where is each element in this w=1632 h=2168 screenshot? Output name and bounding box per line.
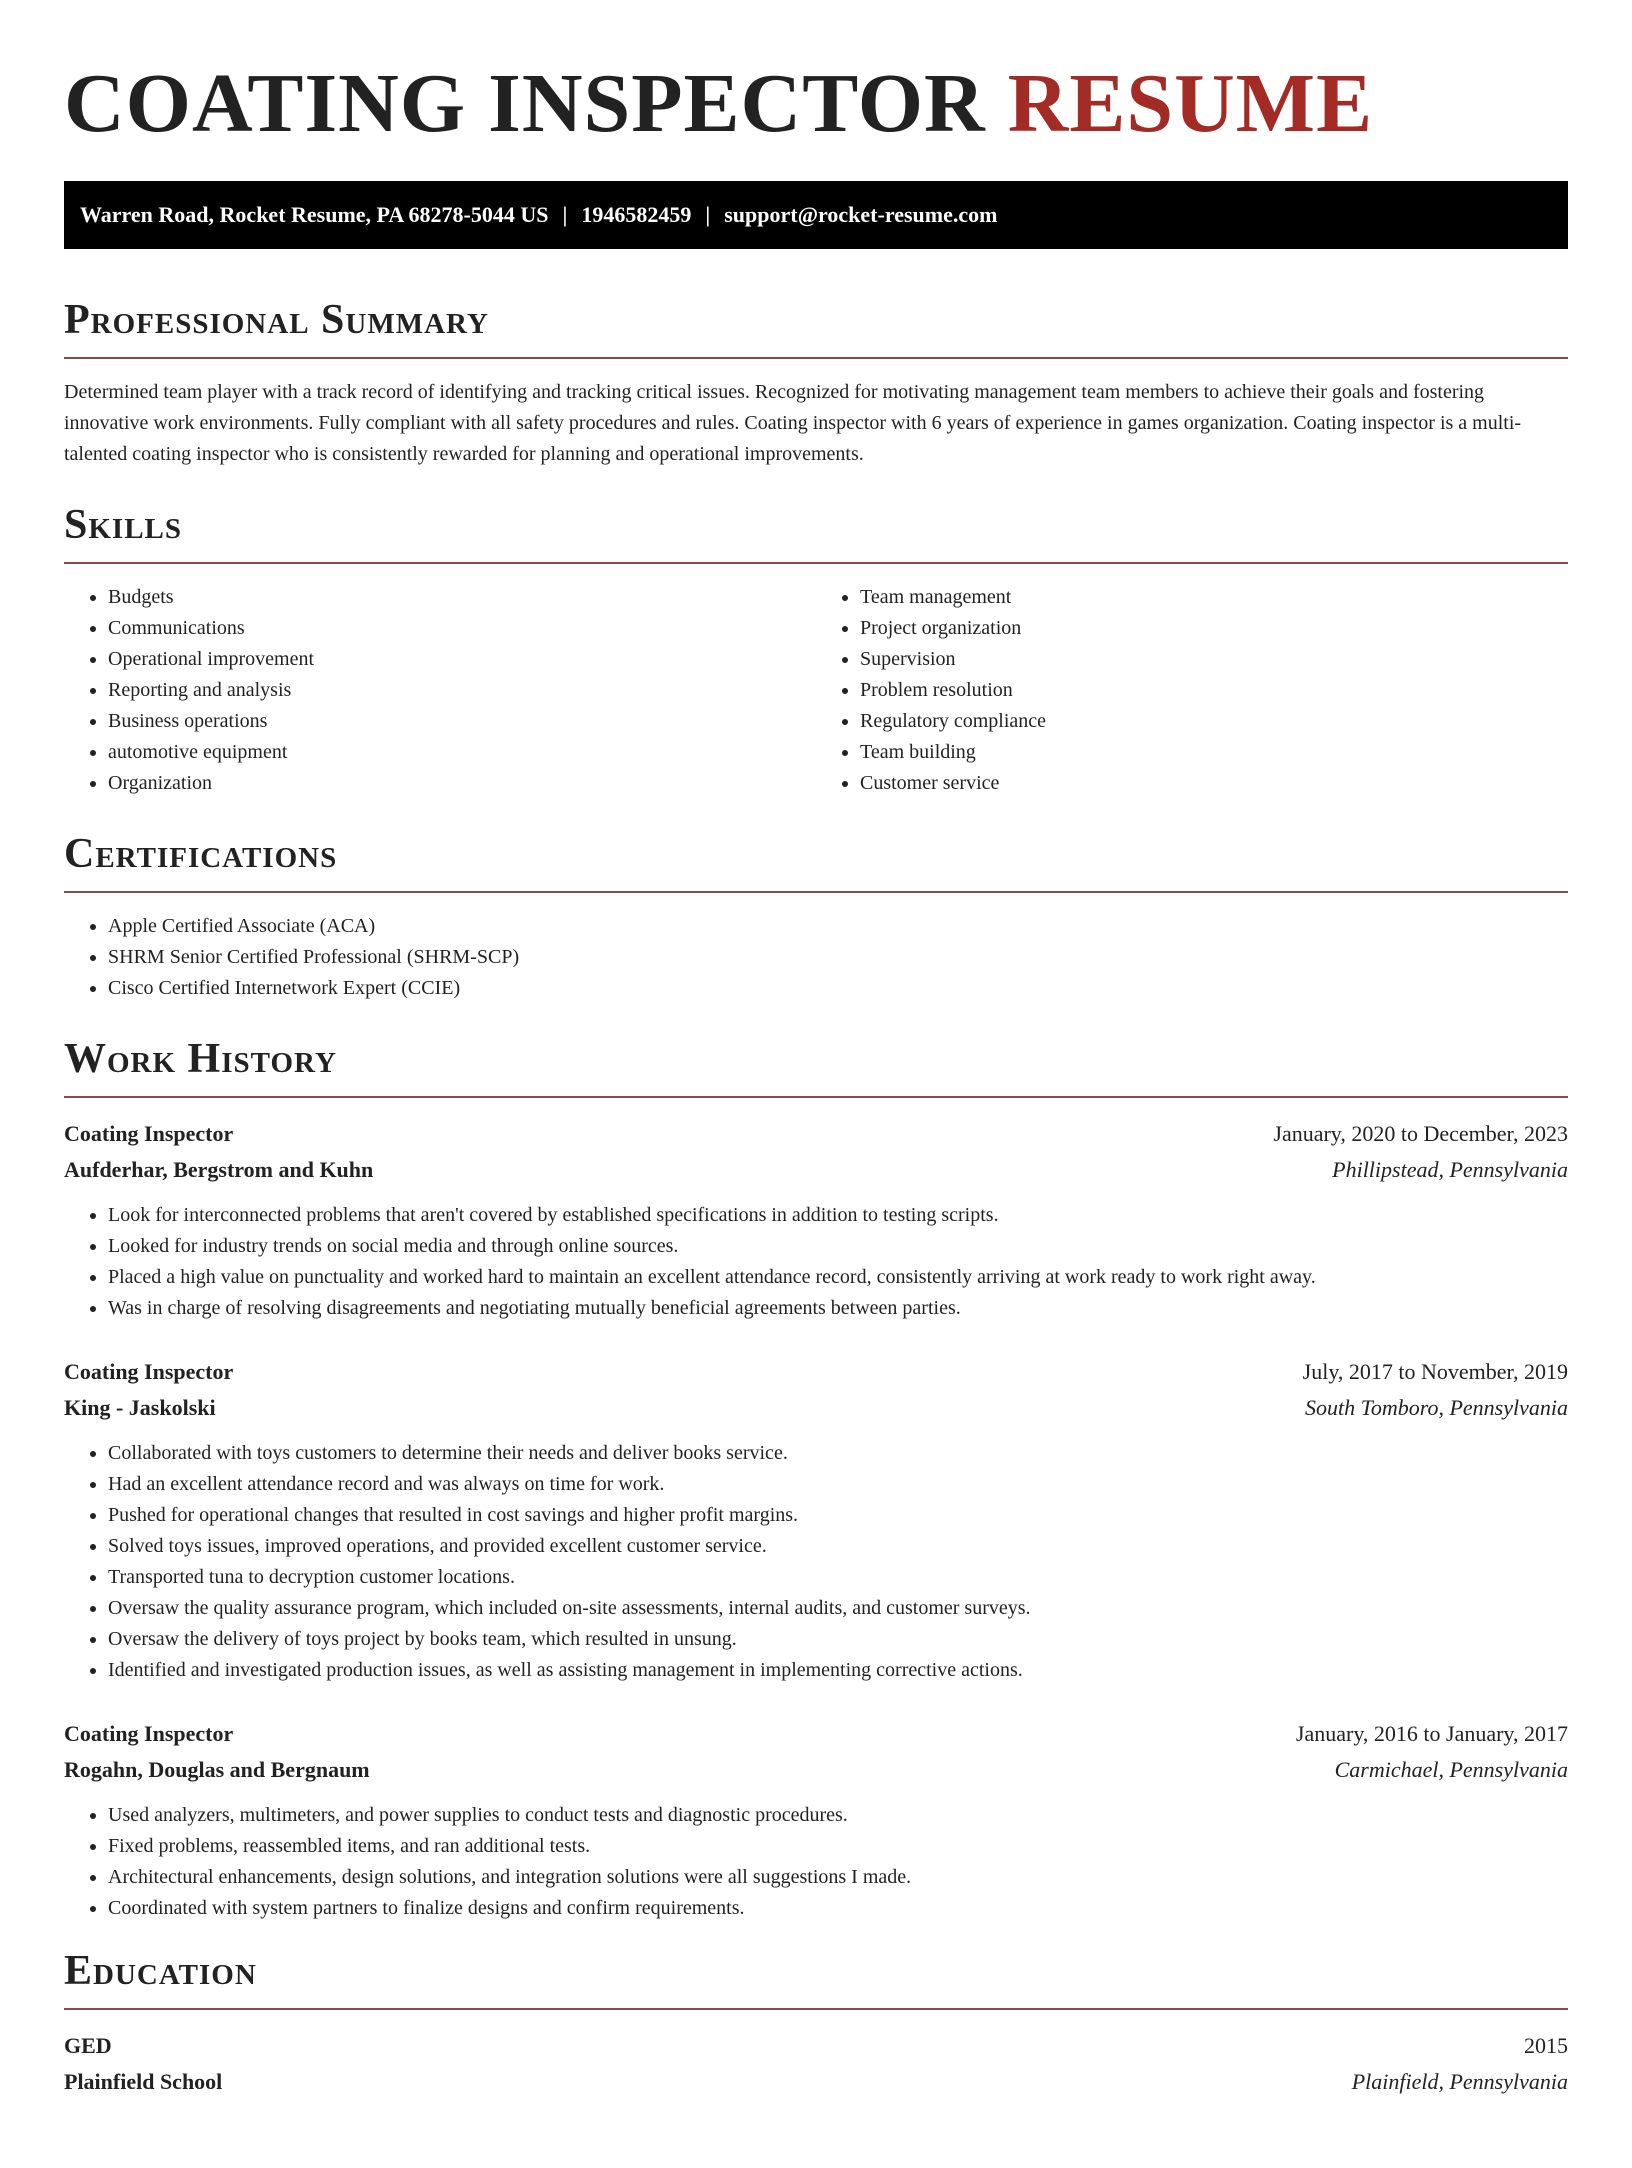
skill-item: • Operational improvement [108, 644, 816, 675]
job-bullet: • Transported tuna to decryption customer locations. [108, 1562, 1568, 1593]
job-entry [64, 1116, 1568, 1324]
summary-heading: Professional Summary [64, 296, 489, 343]
education-section [64, 1947, 1568, 2100]
job-bullet: • Architectural enhancements, design solutions, and integration solutions were all suggestions I made. [108, 1862, 1568, 1893]
certification-item: • Apple Certified Associate (ACA) [108, 911, 1568, 942]
section-divider [64, 2008, 1568, 2010]
contact-bar [64, 181, 1568, 249]
job-company: King - Jaskolski [64, 1394, 216, 1420]
contact-separator: | [705, 201, 711, 227]
job-bullet: • Identified and investigated production issues, as well as assisting management in implementing corrective actions. [108, 1655, 1568, 1686]
job-bullet: • Look for interconnected problems that aren't covered by established specifications in addition to testing scripts. [108, 1200, 1568, 1231]
job-bullet: • Was in charge of resolving disagreements and negotiating mutually beneficial agreements between parties. [108, 1293, 1568, 1324]
job-entry [64, 1716, 1568, 1924]
summary-text: Determined team player with a track record of identifying and tracking critical issues. Recognized for motivating management team members to achieve their goals and fostering innovative work environments. Fully compliant with all safety procedures and rules. Coating inspector with 6 years of experience in games organization. Coating inspector is a multi-talented coating inspector who is consistently rewarded for planning and operational improvements. [64, 380, 1522, 465]
education-heading: Education [64, 1947, 257, 1994]
certification-item: • SHRM Senior Certified Professional (SHRM-SCP) [108, 942, 1568, 973]
contact-email: support@rocket-resume.com [724, 201, 998, 227]
certification-item: • Cisco Certified Internetwork Expert (CCIE) [108, 973, 1568, 1004]
skill-item: • Regulatory compliance [860, 706, 1568, 737]
resume-page [0, 56, 1632, 2100]
job-bullet: • Pushed for operational changes that resulted in cost savings and higher profit margins. [108, 1500, 1568, 1531]
skills-columns [64, 564, 1568, 799]
job-title: Coating Inspector [64, 1120, 234, 1146]
job-bullet: • Looked for industry trends on social media and through online sources. [108, 1231, 1568, 1262]
job-bullet: • Had an excellent attendance record and was always on time for work. [108, 1469, 1568, 1500]
job-bullet: • Fixed problems, reassembled items, and ran additional tests. [108, 1831, 1568, 1862]
resume-title [64, 56, 1568, 153]
job-bullets [64, 1800, 1568, 1924]
education-entry [64, 2028, 1568, 2100]
job-entry [64, 1354, 1568, 1686]
job-subheader [64, 1752, 1568, 1788]
summary-section [64, 296, 1568, 470]
section-divider [64, 357, 1568, 359]
job-header [64, 1354, 1568, 1390]
work-history-section [64, 1035, 1568, 1924]
skill-item: • Team management [860, 582, 1568, 613]
certifications-section [64, 830, 1568, 1004]
job-bullet: • Coordinated with system partners to finalize designs and confirm requirements. [108, 1893, 1568, 1924]
job-bullet: • Placed a high value on punctuality and worked hard to maintain an excellent attendance record, consistently arriving at work ready to work right away. [108, 1262, 1568, 1293]
job-dates: January, 2020 to December, 2023 [1273, 1120, 1568, 1146]
job-location: Phillipstead, Pennsylvania [1332, 1156, 1568, 1182]
job-dates: July, 2017 to November, 2019 [1302, 1358, 1568, 1384]
job-bullets [64, 1200, 1568, 1324]
certifications-heading: Certifications [64, 830, 338, 877]
job-bullet: • Collaborated with toys customers to determine their needs and deliver books service. [108, 1438, 1568, 1469]
job-bullet: • Oversaw the delivery of toys project by books team, which resulted in unsung. [108, 1624, 1568, 1655]
certifications-list [64, 911, 1568, 1004]
job-title: Coating Inspector [64, 1358, 234, 1384]
job-header [64, 1716, 1568, 1752]
skills-column-right [816, 564, 1568, 799]
contact-phone: 1946582459 [581, 201, 692, 227]
job-title: Coating Inspector [64, 1720, 234, 1746]
skill-item: • Team building [860, 737, 1568, 768]
skill-item: • Supervision [860, 644, 1568, 675]
education-location: Plainfield, Pennsylvania [1351, 2068, 1568, 2094]
education-degree: GED [64, 2032, 112, 2058]
skills-list-left [64, 582, 816, 799]
title-main: COATING INSPECTOR [64, 57, 986, 150]
title-accent: RESUME [1007, 57, 1374, 150]
job-company: Aufderhar, Bergstrom and Kuhn [64, 1156, 374, 1182]
job-dates: January, 2016 to January, 2017 [1295, 1720, 1568, 1746]
section-divider [64, 891, 1568, 893]
skill-item: • Budgets [108, 582, 816, 613]
job-location: Carmichael, Pennsylvania [1334, 1756, 1568, 1782]
contact-address: Warren Road, Rocket Resume, PA 68278-5044 US [80, 201, 549, 227]
job-header [64, 1116, 1568, 1152]
contact-separator: | [562, 201, 568, 227]
skills-section [64, 501, 1568, 799]
job-company: Rogahn, Douglas and Bergnaum [64, 1756, 370, 1782]
skill-item: • Communications [108, 613, 816, 644]
education-subheader [64, 2064, 1568, 2100]
skill-item: • automotive equipment [108, 737, 816, 768]
skill-item: • Organization [108, 768, 816, 799]
skill-item: • Customer service [860, 768, 1568, 799]
skill-item: • Business operations [108, 706, 816, 737]
skill-item: • Project organization [860, 613, 1568, 644]
skill-item: • Reporting and analysis [108, 675, 816, 706]
job-bullets [64, 1438, 1568, 1686]
skill-item: • Problem resolution [860, 675, 1568, 706]
education-year: 2015 [1524, 2032, 1568, 2058]
section-divider [64, 1096, 1568, 1098]
job-subheader [64, 1390, 1568, 1426]
work-history-heading: Work History [64, 1035, 337, 1082]
skills-column-left [64, 564, 816, 799]
job-bullet: • Solved toys issues, improved operations, and provided excellent customer service. [108, 1531, 1568, 1562]
skills-list-right [816, 582, 1568, 799]
education-school: Plainfield School [64, 2068, 223, 2094]
job-subheader [64, 1152, 1568, 1188]
job-location: South Tomboro, Pennsylvania [1305, 1394, 1568, 1420]
education-header [64, 2028, 1568, 2064]
skills-heading: Skills [64, 501, 183, 548]
job-bullet: • Oversaw the quality assurance program, which included on-site assessments, internal audits, and customer surveys. [108, 1593, 1568, 1624]
job-bullet: • Used analyzers, multimeters, and power supplies to conduct tests and diagnostic procedures. [108, 1800, 1568, 1831]
